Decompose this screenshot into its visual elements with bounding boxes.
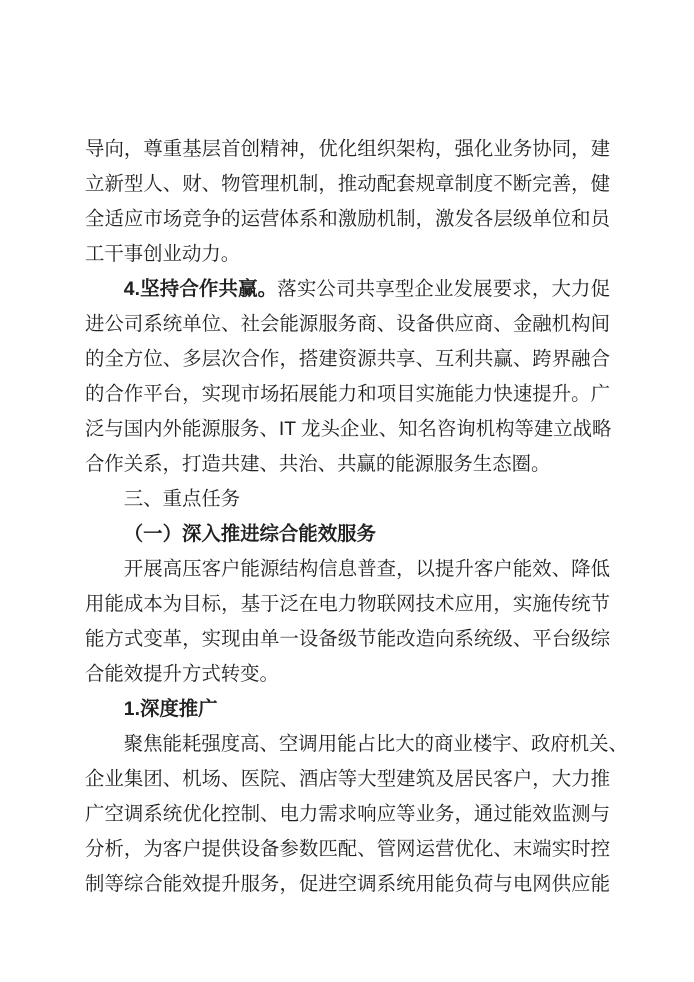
text-line: [85, 342, 610, 377]
text-line: [85, 552, 610, 587]
text-run: 工干事创业动力。: [85, 243, 241, 265]
paragraph-hvac-optimization: [85, 727, 628, 902]
text-line: [85, 132, 610, 167]
text-run-bold: （一）深入推进综合能效服务: [123, 523, 376, 545]
text-line: [85, 482, 610, 517]
text-line: [85, 202, 610, 237]
heading-section-three-key-tasks: [85, 482, 610, 517]
text-run: 三、重点任务: [123, 488, 241, 510]
text-line: [85, 517, 610, 552]
text-run-bold: 4.坚持合作共赢。: [123, 278, 278, 300]
text-run: 落实公司共享型企业发展要求，大力促: [277, 278, 611, 300]
text-run: 广空调系统优化控制、电力需求响应等业务，通过能效监测与: [85, 803, 610, 825]
heading-sub-one-comprehensive-energy-efficiency: [85, 517, 610, 552]
paragraph-high-voltage-survey: [85, 552, 610, 692]
text-run: 用能成本为目标，基于泛在电力物联网技术应用，实施传统节: [85, 593, 610, 615]
text-run: 开展高压客户能源结构信息普查，以提升客户能效、降低: [123, 558, 610, 580]
text-run: 泛与国内外能源服务、IT 龙头企业、知名咨询机构等建立战略: [85, 418, 612, 440]
text-run: 合作关系，打造共建、共治、共赢的能源服务生态圈。: [85, 453, 551, 475]
text-run: 的合作平台，实现市场拓展能力和项目实施能力快速提升。广: [85, 383, 610, 405]
text-line: [85, 727, 628, 762]
text-line: [85, 412, 610, 447]
text-line: [85, 167, 610, 202]
document-text-block: [85, 132, 628, 902]
text-run: 导向，尊重基层首创精神，优化组织架构，强化业务协同，建: [85, 138, 610, 160]
text-line: [85, 622, 610, 657]
paragraph-guidance-mechanism: [85, 132, 610, 272]
text-run: 的全方位、多层次合作，搭建资源共享、互利共赢、跨界融合: [85, 348, 610, 370]
text-line: [85, 762, 610, 797]
text-run: 企业集团、机场、医院、酒店等大型建筑及居民客户，大力推: [85, 768, 610, 790]
text-run: 进公司系统单位、社会能源服务商、设备供应商、金融机构间: [85, 313, 610, 335]
text-run: 合能效提升方式转变。: [85, 663, 279, 685]
text-run-bold: 1.深度推广: [123, 698, 218, 720]
heading-1-deep-promotion: [85, 692, 610, 727]
text-line: [85, 587, 610, 622]
text-run: 聚焦能耗强度高、空调用能占比大的商业楼宇、政府机关、: [123, 733, 628, 755]
text-run: 立新型人、财、物管理机制，推动配套规章制度不断完善，健: [85, 173, 610, 195]
text-line: [85, 307, 610, 342]
text-run: 能方式变革，实现由单一设备级节能改造向系统级、平台级综: [85, 628, 610, 650]
text-line: [85, 692, 610, 727]
text-line: [85, 377, 610, 412]
text-run: 制等综合能效提升服务，促进空调系统用能负荷与电网供应能: [85, 873, 610, 895]
text-line: [85, 237, 610, 272]
paragraph-4-win-win-cooperation: [85, 272, 610, 482]
text-line: [85, 272, 610, 307]
text-line: [85, 657, 610, 692]
text-run: 全适应市场竞争的运营体系和激励机制，激发各层级单位和员: [85, 208, 610, 230]
text-line: [85, 797, 610, 832]
text-line: [85, 867, 610, 902]
text-line: [85, 832, 610, 867]
text-run: 分析，为客户提供设备参数匹配、管网运营优化、末端实时控: [85, 838, 610, 860]
text-line: [85, 447, 610, 482]
